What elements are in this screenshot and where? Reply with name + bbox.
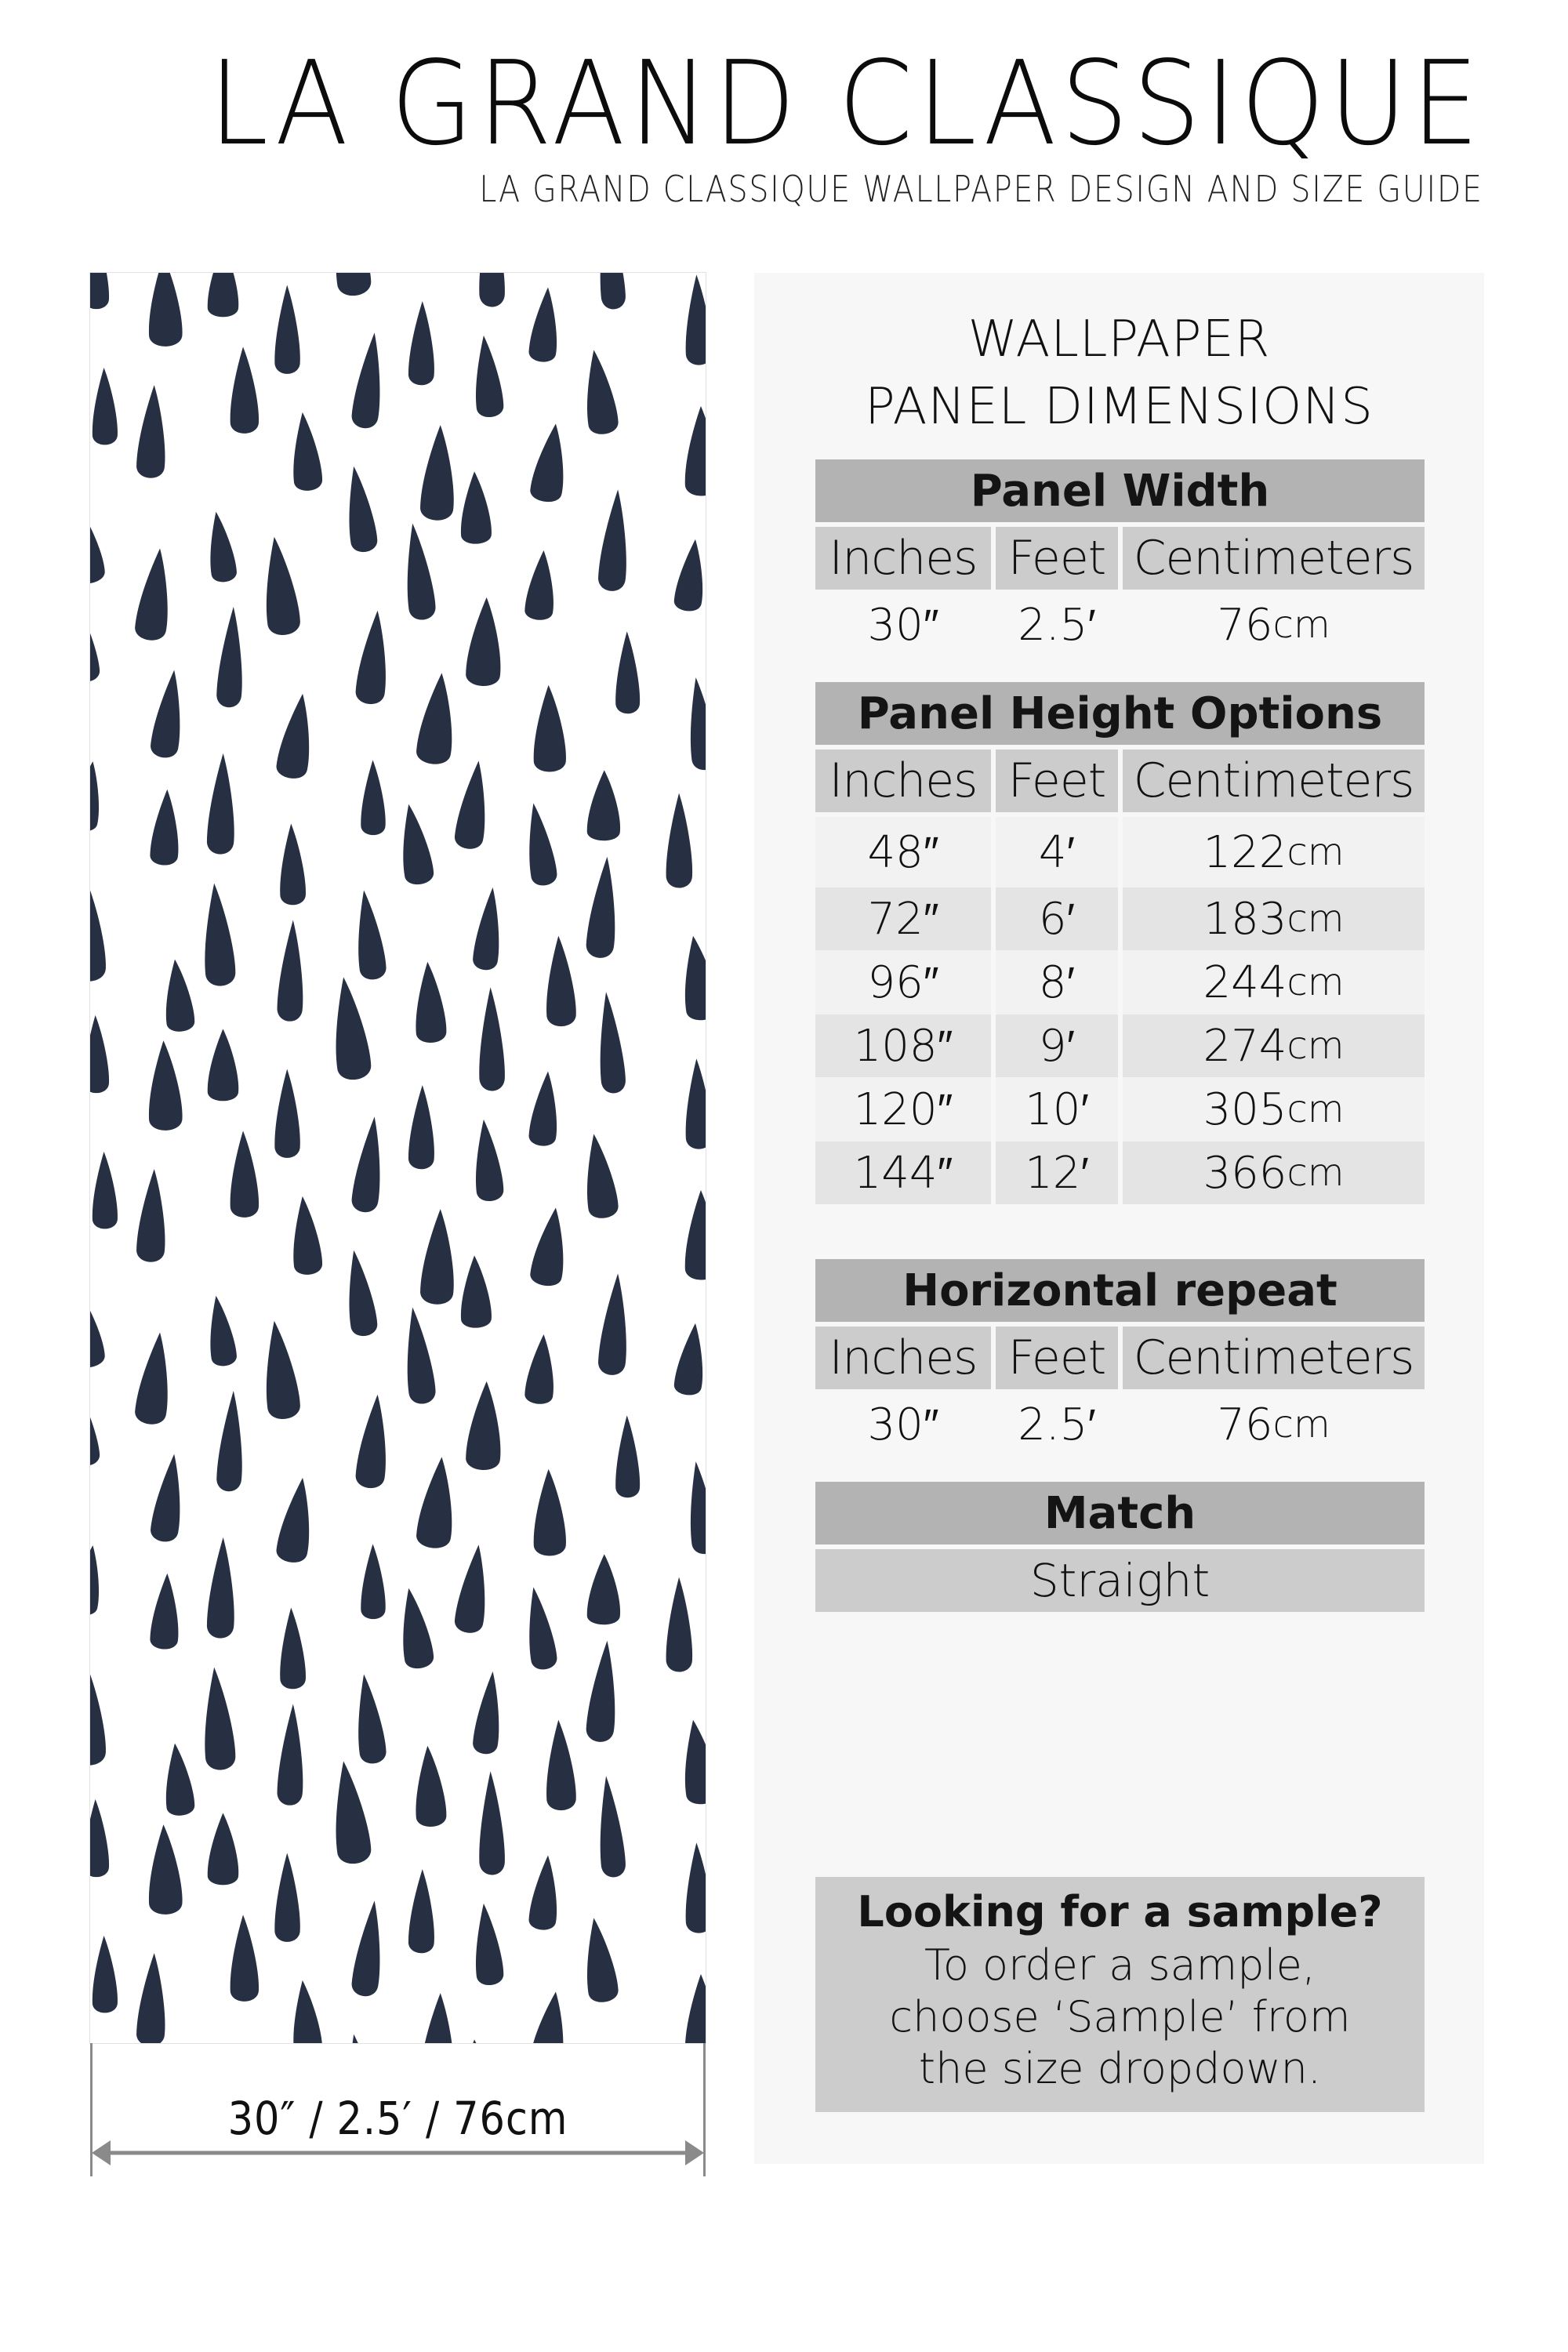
raindrop-shape (587, 770, 621, 840)
raindrop-shape (529, 422, 572, 504)
cell-feet: 2.5′ (1018, 1399, 1096, 1450)
raindrop-shape (350, 331, 388, 430)
raindrop-shape (453, 759, 493, 851)
raindrop-shape (90, 503, 107, 586)
cell-inches: 30″ (867, 1399, 939, 1450)
cell-centimeters (1123, 1014, 1425, 1077)
raindrop-shape (459, 1255, 492, 1328)
raindrop-shape (147, 1040, 183, 1131)
raindrop-shape (419, 1992, 457, 2043)
raindrop-shape (593, 273, 626, 310)
raindrop-shape (133, 546, 176, 642)
cell-feet: 2.5′ (1018, 600, 1096, 651)
col-header-centimeters: Centimeters (1123, 1327, 1425, 1389)
col-header-feet: Feet (996, 527, 1118, 590)
panel-width-dimension (90, 2043, 706, 2176)
cm-number: 305 (1203, 1083, 1287, 1135)
col-header-feet: Feet (996, 1327, 1118, 1389)
cell-centimeters (1123, 887, 1425, 950)
cell-feet: 6′ (996, 887, 1118, 950)
table-row (815, 1142, 1425, 1204)
raindrop-shape (354, 609, 392, 706)
raindrop-shape (361, 760, 386, 835)
raindrop-shape (394, 802, 435, 887)
raindrop-shape (579, 348, 619, 436)
raindrop-shape (524, 1334, 557, 1406)
raindrop-shape (585, 855, 621, 959)
raindrop-shape (544, 1719, 577, 1811)
cell-centimeters (1123, 590, 1425, 660)
raindrop-shape (136, 384, 168, 478)
raindrop-shape (289, 1195, 324, 1276)
raindrop-shape (90, 1385, 101, 1468)
horizontal-repeat-header-row (815, 1327, 1425, 1389)
raindrop-shape (199, 1666, 237, 1771)
table-row (815, 1014, 1425, 1077)
raindrop-shape (412, 961, 447, 1044)
cell-inches: 72″ (815, 887, 991, 950)
raindrop-shape (133, 1330, 176, 1426)
sample-line-1: To order a sample, (924, 1940, 1316, 1990)
raindrop-shape (470, 1118, 505, 1202)
raindrop-shape (350, 1115, 388, 1214)
cm-number: 244 (1203, 956, 1287, 1008)
raindrop-shape (521, 801, 558, 887)
raindrop-shape (528, 286, 562, 363)
raindrop-shape (477, 987, 505, 1091)
raindrop-shape (587, 1554, 621, 1624)
horizontal-repeat-title: Horizontal repeat (815, 1259, 1425, 1322)
raindrop-shape (615, 631, 640, 713)
raindrop-shape (350, 1899, 388, 1998)
raindrop-shape (340, 464, 379, 554)
panel-width-title: Panel Width (815, 459, 1425, 522)
table-row (815, 887, 1425, 950)
raindrop-shape (203, 510, 238, 584)
cell-feet: 9′ (996, 1014, 1118, 1077)
raindrop-shape (354, 1393, 392, 1490)
raindrop-shape (147, 1824, 183, 1915)
raindrop-shape (161, 958, 195, 1033)
raindrop-shape (274, 1069, 300, 1157)
horizontal-repeat-table (815, 1259, 1425, 1452)
raindrop-shape (472, 886, 506, 971)
raindrop-shape (470, 334, 505, 418)
raindrop-shape (277, 1704, 306, 1806)
col-header-inches: Inches (815, 750, 991, 812)
raindrop-shape (161, 1742, 195, 1817)
raindrop-shape (90, 273, 109, 309)
raindrop-shape (465, 1381, 503, 1471)
raindrop-shape (206, 753, 237, 855)
cm-unit: cm (1287, 1151, 1345, 1195)
col-header-centimeters: Centimeters (1123, 750, 1425, 812)
match-title: Match (815, 1482, 1425, 1544)
raindrop-shape (216, 1390, 245, 1492)
raindrop-shape (459, 471, 492, 544)
raindrop-shape (289, 1979, 324, 2043)
table-row (815, 817, 1425, 887)
raindrop-shape (289, 411, 324, 492)
raindrop-shape (350, 1673, 387, 1766)
raindrop-shape (544, 935, 577, 1027)
raindrop-shape (521, 1585, 558, 1671)
raindrop-shape (208, 1029, 239, 1101)
raindrop-shape (92, 1936, 118, 2013)
raindrop-shape (206, 1537, 237, 1639)
raindrop-shape (666, 793, 692, 888)
raindrop-shape (90, 1287, 107, 1370)
cm-unit: cm (1287, 897, 1345, 941)
col-header-feet: Feet (996, 750, 1118, 812)
cm-number: 122 (1203, 826, 1287, 878)
cm-unit: cm (1272, 1403, 1330, 1446)
col-header-inches: Inches (815, 1327, 991, 1389)
raindrop-shape (416, 671, 459, 766)
raindrop-shape (416, 1455, 459, 1550)
raindrop-pattern-graphic (90, 273, 706, 2043)
raindrop-shape (684, 406, 706, 496)
raindrop-shape (199, 882, 237, 987)
cell-inches: 144″ (815, 1142, 991, 1204)
raindrop-shape (90, 601, 101, 684)
raindrop-shape (412, 1745, 447, 1828)
raindrop-shape (278, 823, 306, 906)
raindrop-shape (673, 1322, 706, 1397)
raindrop-shape (394, 1586, 435, 1671)
raindrop-shape (90, 1799, 109, 1878)
raindrop-shape (593, 1775, 626, 1878)
raindrop-shape (684, 1842, 706, 1933)
raindrop-shape (258, 535, 302, 637)
raindrop-shape (361, 1544, 386, 1619)
raindrop-shape (684, 1974, 706, 2043)
raindrop-shape (229, 1131, 260, 1218)
raindrop-shape (615, 1415, 640, 1497)
raindrop-shape (532, 1468, 566, 1555)
raindrop-shape (90, 878, 107, 982)
brand-subtitle: LA GRAND CLASSIQUE WALLPAPER DESIGN AND SIZE GUIDE (479, 168, 1483, 210)
panel-height-title: Panel Height Options (815, 682, 1425, 745)
raindrop-shape (229, 1915, 260, 2002)
cm-unit: cm (1287, 830, 1345, 874)
raindrop-shape (470, 1902, 505, 1986)
panel-height-rows (815, 817, 1425, 1204)
cm-number: 76 (1217, 599, 1273, 651)
col-header-inches: Inches (815, 527, 991, 590)
panel-dimensions-card (754, 273, 1484, 2164)
raindrop-shape (408, 1869, 436, 1954)
cell-inches: 30″ (867, 600, 939, 651)
raindrop-shape (408, 301, 436, 386)
raindrop-shape (477, 273, 505, 307)
raindrop-shape (340, 2032, 379, 2043)
raindrop-shape (529, 1990, 572, 2043)
panel-width-row (815, 590, 1425, 652)
raindrop-shape (666, 1577, 692, 1672)
raindrop-shape (528, 1070, 562, 1147)
raindrop-shape (408, 1085, 436, 1170)
raindrop-shape (92, 1152, 118, 1229)
raindrop-shape (532, 684, 566, 771)
cm-unit: cm (1287, 1087, 1345, 1131)
raindrop-shape (677, 1718, 706, 1806)
raindrop-shape (350, 889, 387, 982)
raindrop-shape (597, 488, 632, 592)
panel-height-table (815, 682, 1425, 1204)
raindrop-shape (453, 1543, 493, 1635)
raindrop-shape (465, 597, 503, 687)
raindrop-shape (278, 1607, 306, 1690)
table-row (815, 950, 1425, 1014)
cell-inches: 120″ (815, 1077, 991, 1142)
raindrop-shape (579, 1916, 619, 2004)
raindrop-shape (327, 1759, 373, 1866)
raindrop-shape (150, 1573, 181, 1650)
raindrop-shape (340, 1248, 379, 1338)
raindrop-shape (399, 522, 437, 622)
card-heading-line2: PANEL DIMENSIONS (865, 378, 1374, 436)
raindrop-shape (136, 1952, 168, 2043)
cm-number: 366 (1203, 1147, 1287, 1199)
wallpaper-pattern-preview (90, 273, 706, 2043)
cell-feet: 4′ (996, 817, 1118, 887)
raindrop-shape (529, 1206, 572, 1288)
raindrop-shape (149, 668, 188, 759)
sample-callout (815, 1877, 1425, 2112)
raindrop-shape (327, 273, 373, 298)
cm-number: 76 (1217, 1399, 1273, 1450)
raindrop-shape (684, 1190, 706, 1280)
raindrop-shape (90, 1662, 107, 1766)
raindrop-shape (585, 1639, 621, 1743)
raindrop-shape (258, 1319, 302, 1421)
cell-inches: 108″ (815, 1014, 991, 1077)
raindrop-shape (136, 1168, 168, 1262)
raindrop-shape (216, 606, 245, 708)
raindrop-shape (528, 1854, 562, 1931)
dimension-label: 30″ / 2.5′ / 76cm (227, 2092, 568, 2145)
cm-unit: cm (1287, 1024, 1345, 1068)
cell-feet: 12′ (996, 1142, 1118, 1204)
cell-feet: 8′ (996, 950, 1118, 1014)
cell-inches: 48″ (815, 817, 991, 887)
raindrop-shape (472, 1670, 506, 1755)
raindrop-shape (327, 975, 373, 1082)
raindrop-shape (579, 1132, 619, 1220)
raindrop-shape (683, 1460, 706, 1555)
cm-number: 274 (1203, 1020, 1287, 1072)
raindrop-shape (208, 1813, 239, 1885)
raindrop-shape (399, 1306, 437, 1406)
horizontal-repeat-row (815, 1389, 1425, 1452)
cell-centimeters (1123, 950, 1425, 1014)
cell-centimeters (1123, 1389, 1425, 1460)
sample-line-2: choose ‘Sample’ from (889, 1992, 1351, 2042)
raindrop-shape (90, 760, 107, 833)
cell-centimeters (1123, 1077, 1425, 1142)
raindrop-shape (477, 1771, 505, 1875)
col-header-centimeters: Centimeters (1123, 527, 1425, 590)
sample-line-3: the size dropdown. (918, 2044, 1322, 2093)
raindrop-shape (684, 1058, 706, 1149)
raindrop-shape (229, 347, 260, 434)
card-heading-line1: WALLPAPER (967, 310, 1271, 368)
panel-width-table (815, 459, 1425, 652)
raindrop-shape (684, 274, 706, 365)
raindrop-shape (275, 1475, 318, 1564)
match-table (815, 1482, 1425, 1612)
raindrop-shape (150, 789, 181, 866)
raindrop-shape (673, 538, 706, 613)
raindrop-shape (92, 368, 118, 445)
raindrop-shape (677, 934, 706, 1022)
raindrop-shape (275, 691, 318, 780)
cm-number: 183 (1203, 893, 1287, 945)
double-arrow-icon (90, 2137, 706, 2169)
raindrop-shape (203, 1294, 238, 1368)
raindrop-shape (274, 1853, 300, 1941)
raindrop-shape (683, 676, 706, 771)
panel-width-header-row (815, 527, 1425, 590)
raindrop-shape (597, 1272, 632, 1376)
card-heading (754, 306, 1484, 441)
cell-centimeters (1123, 817, 1425, 887)
cm-unit: cm (1272, 603, 1330, 647)
panel-height-header-row (815, 750, 1425, 812)
cm-unit: cm (1287, 960, 1345, 1004)
brand-title: LA GRAND CLASSIQUE (209, 36, 1483, 171)
raindrop-shape (90, 1544, 107, 1617)
raindrop-shape (149, 1452, 188, 1543)
cell-centimeters (1123, 1142, 1425, 1204)
sample-title: Looking for a sample? (857, 1887, 1383, 1936)
raindrop-shape (208, 273, 239, 317)
raindrop-shape (274, 285, 300, 373)
cell-feet: 10′ (996, 1077, 1118, 1142)
raindrop-shape (593, 991, 626, 1094)
raindrop-shape (277, 920, 306, 1022)
raindrop-shape (524, 550, 557, 622)
raindrop-shape (419, 424, 457, 521)
table-row (815, 1077, 1425, 1142)
match-value: Straight (815, 1549, 1425, 1612)
cell-inches: 96″ (815, 950, 991, 1014)
raindrop-shape (419, 1208, 457, 1305)
raindrop-shape (147, 273, 183, 347)
raindrop-shape (90, 1015, 109, 1094)
